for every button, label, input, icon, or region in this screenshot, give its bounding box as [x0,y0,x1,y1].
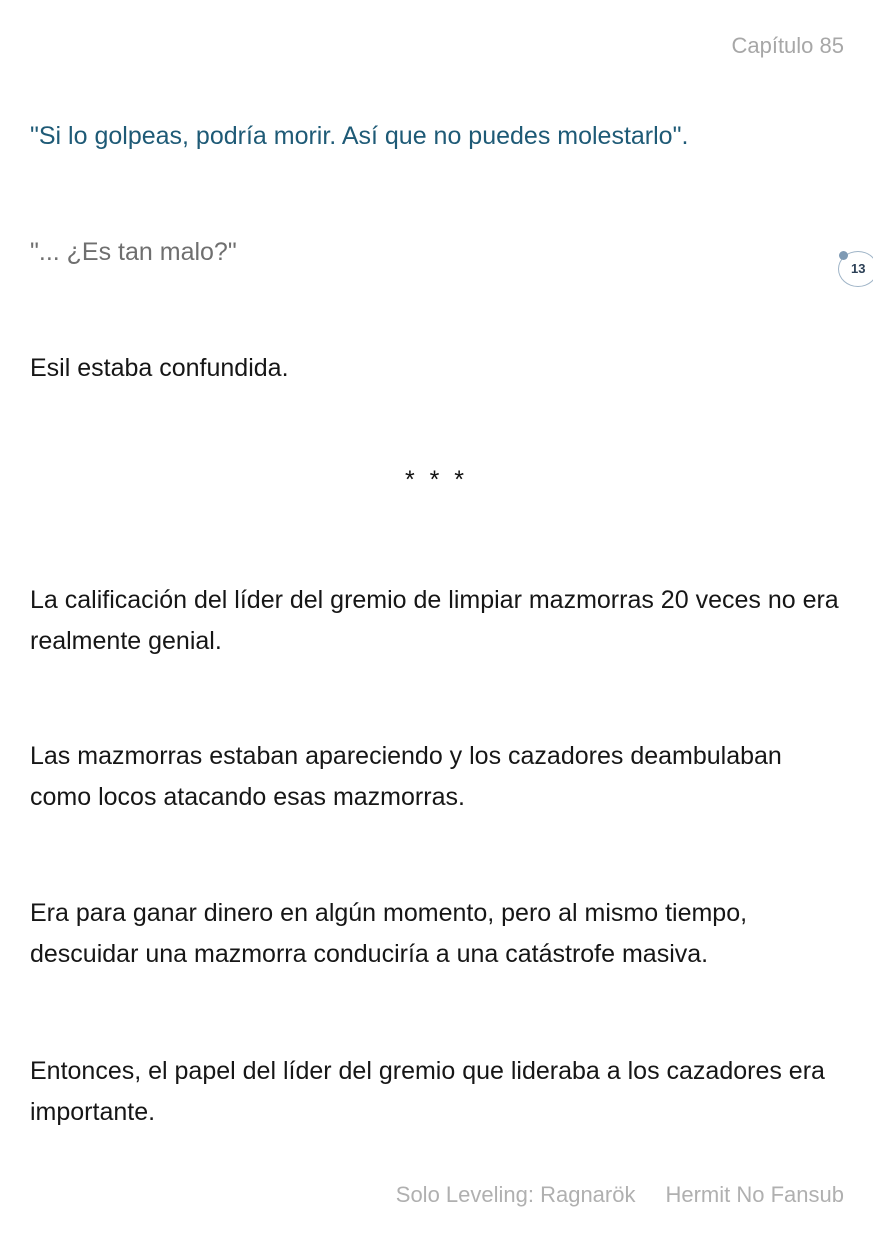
paragraph-narration-4: Era para ganar dinero en algún momento, pero al mismo tiempo, descuidar una mazmorra conduciría a una catástrofe masiva. [30,899,748,968]
footer-book-title: Solo Leveling: Ragnarök [395,1182,636,1207]
page-number: 13 [851,261,866,276]
page-number-badge[interactable] [838,251,873,287]
paragraph-dialogue-2: "... ¿Es tan malo?" [30,238,237,266]
paragraph-narration-3: Las mazmorras estaban apareciendo y los cazadores deambulaban como locos atacando esas mazmorras. [30,742,782,811]
footer-translator: Hermit No Fansub [665,1182,844,1207]
paragraph-dialogue-1: "Si lo golpeas, podría morir. Así que no puedes molestarlo". [30,122,689,150]
paragraph-narration-2: La calificación del líder del gremio de limpiar mazmorras 20 veces no era realmente genial. [30,586,839,655]
badge-dot-icon [839,251,848,260]
page-footer [396,1182,844,1208]
paragraph-narration-1: Esil estaba confundida. [30,354,289,382]
chapter-title: Capítulo 85 [731,33,844,58]
paragraph-narration-5: Entonces, el papel del líder del gremio que lideraba a los cazadores era importante. [30,1057,825,1126]
scene-separator: * * * [404,466,469,494]
